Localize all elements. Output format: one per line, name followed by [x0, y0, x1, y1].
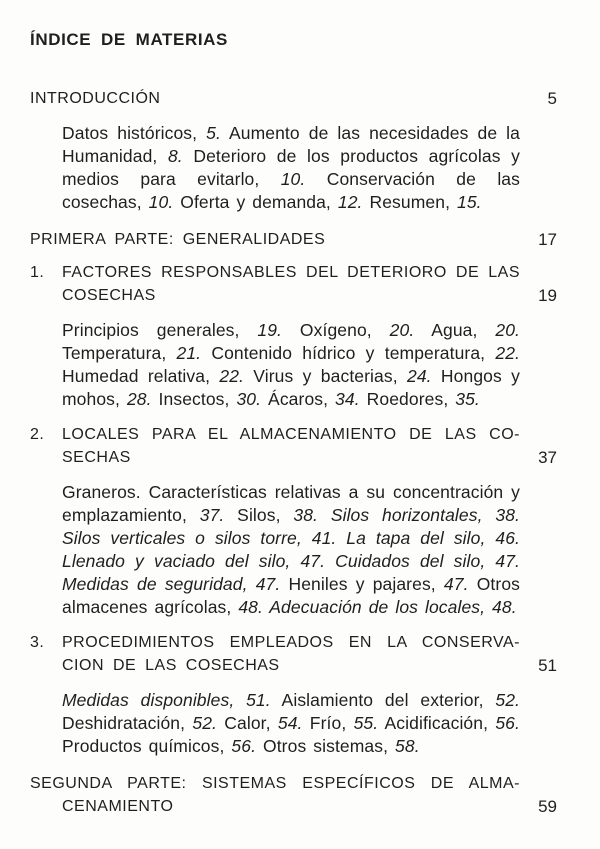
heading-line-2: CION DE LAS COSECHAS — [62, 657, 280, 674]
toc-topics-chapter-1: Principios generales, 19. Oxígeno, 20. Agua, 20. Temperatura, 21. Contenido hídrico y temperatura, 22. Humedad relativa, 22. Virus y bacterias, 24. Hongos y mohos, 28. Insectos, 30. Ácaros, 34. Roedores, 35. — [62, 320, 520, 409]
chapter-number: 1. — [30, 264, 45, 281]
page-number: 37 — [538, 448, 557, 467]
toc-entry-chapter-1 — [30, 261, 557, 307]
page-title: ÍNDICE DE MATERIAS — [30, 30, 228, 49]
page-number: 5 — [547, 89, 557, 108]
toc-entry-introduction — [30, 87, 557, 110]
toc-entry-chapter-3 — [30, 631, 557, 677]
chapter-number: 2. — [30, 426, 45, 443]
toc-entry-part-2 — [30, 772, 557, 818]
toc-topics-introduction: Datos históricos, 5. Aumento de las necesidades de la Humanidad, 8. Deterioro de los productos agrícolas y medios para evitarlo, 10. Conservación de las cosechas, 10. Oferta y demanda, 12. Resumen, 15. — [62, 123, 520, 212]
heading-label: PRIMERA PARTE: GENERALIDADES — [30, 231, 326, 248]
heading-line-2: CENAMIENTO — [62, 798, 174, 815]
heading-line-1: PROCEDIMIENTOS EMPLEADOS EN LA CONSERVA- — [62, 634, 520, 651]
toc-topics-chapter-3: Medidas disponibles, 51. Aislamiento del exterior, 52. Deshidratación, 52. Calor, 54. Frío, 55. Acidificación, 56. Productos químicos, 56. Otros sistemas, 58. — [62, 690, 520, 756]
heading-line-1: LOCALES PARA EL ALMACENAMIENTO DE LAS CO- — [62, 426, 520, 443]
page-number: 51 — [538, 656, 557, 675]
heading-line-2: COSECHAS — [62, 287, 156, 304]
heading-line-1: SEGUNDA PARTE: SISTEMAS ESPECÍFICOS DE ALMA- — [30, 775, 520, 792]
chapter-number: 3. — [30, 634, 45, 651]
toc-entry-chapter-2 — [30, 423, 557, 469]
heading-line-2: SECHAS — [62, 449, 131, 466]
page-number: 19 — [538, 286, 557, 305]
page-number: 59 — [538, 797, 557, 816]
toc-topics-chapter-2: Graneros. Características relativas a su concentración y emplazamiento, 37. Silos, 38. Silos horizontales, 38. Silos verticales o silos torre, 41. La tapa del silo, 46. Llenado y vaciado del silo, 47. Cuidados del silo, 47. Medidas de seguridad, 47. Heniles y pajares, 47. Otros almacenes agrícolas, 48. Adecuación de los locales, 48. — [62, 482, 521, 617]
toc-entry-part-1 — [30, 228, 557, 251]
heading-label: INTRODUCCIÓN — [30, 90, 161, 107]
heading-line-1: FACTORES RESPONSABLES DEL DETERIORO DE LAS — [62, 264, 520, 281]
page-number: 17 — [538, 230, 557, 249]
